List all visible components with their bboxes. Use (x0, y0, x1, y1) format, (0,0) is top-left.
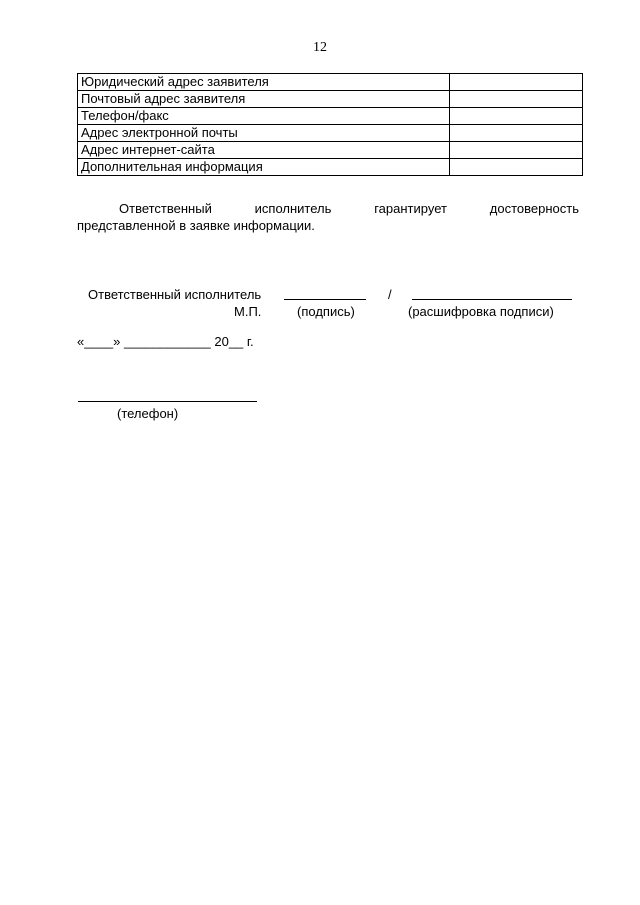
guarantee-line-2: представленной в заявке информации. (77, 218, 315, 233)
row-value-phone-fax[interactable] (449, 108, 582, 125)
signature-blank-line[interactable] (284, 299, 366, 300)
row-label-email: Адрес электронной почты (78, 125, 450, 142)
guarantee-word: исполнитель (254, 201, 332, 216)
table-row (78, 159, 583, 176)
row-value-postal-address[interactable] (449, 91, 582, 108)
table-row (78, 142, 583, 159)
date-line[interactable]: «____» ____________ 20__ г. (77, 334, 254, 349)
table-row (78, 108, 583, 125)
guarantee-word: достоверность (489, 201, 579, 216)
signature-caption: (подпись) (297, 304, 355, 319)
phone-blank-line[interactable] (78, 401, 257, 402)
row-label-postal-address: Почтовый адрес заявителя (78, 91, 450, 108)
row-label-legal-address: Юридический адрес заявителя (78, 74, 450, 91)
signature-separator: / (388, 287, 392, 302)
row-label-website: Адрес интернет-сайта (78, 142, 450, 159)
row-label-phone-fax: Телефон/факс (78, 108, 450, 125)
phone-caption: (телефон) (117, 406, 179, 421)
row-value-legal-address[interactable] (449, 74, 582, 91)
guarantee-word: Ответственный (119, 201, 212, 216)
guarantee-paragraph (77, 200, 579, 234)
signature-transcript-blank-line[interactable] (412, 299, 572, 300)
responsible-executor-label: Ответственный исполнитель (88, 287, 262, 302)
row-value-website[interactable] (449, 142, 582, 159)
table-row (78, 74, 583, 91)
row-value-email[interactable] (449, 125, 582, 142)
applicant-info-table (77, 73, 583, 176)
row-value-additional-info[interactable] (449, 159, 582, 176)
page-number: 12 (313, 40, 327, 55)
transcript-caption: (расшифровка подписи) (408, 304, 554, 319)
stamp-mark: М.П. (234, 304, 262, 319)
table-row (78, 91, 583, 108)
guarantee-word: гарантирует (374, 201, 447, 216)
table-row (78, 125, 583, 142)
guarantee-line-1 (77, 200, 579, 217)
row-label-additional-info: Дополнительная информация (78, 159, 450, 176)
